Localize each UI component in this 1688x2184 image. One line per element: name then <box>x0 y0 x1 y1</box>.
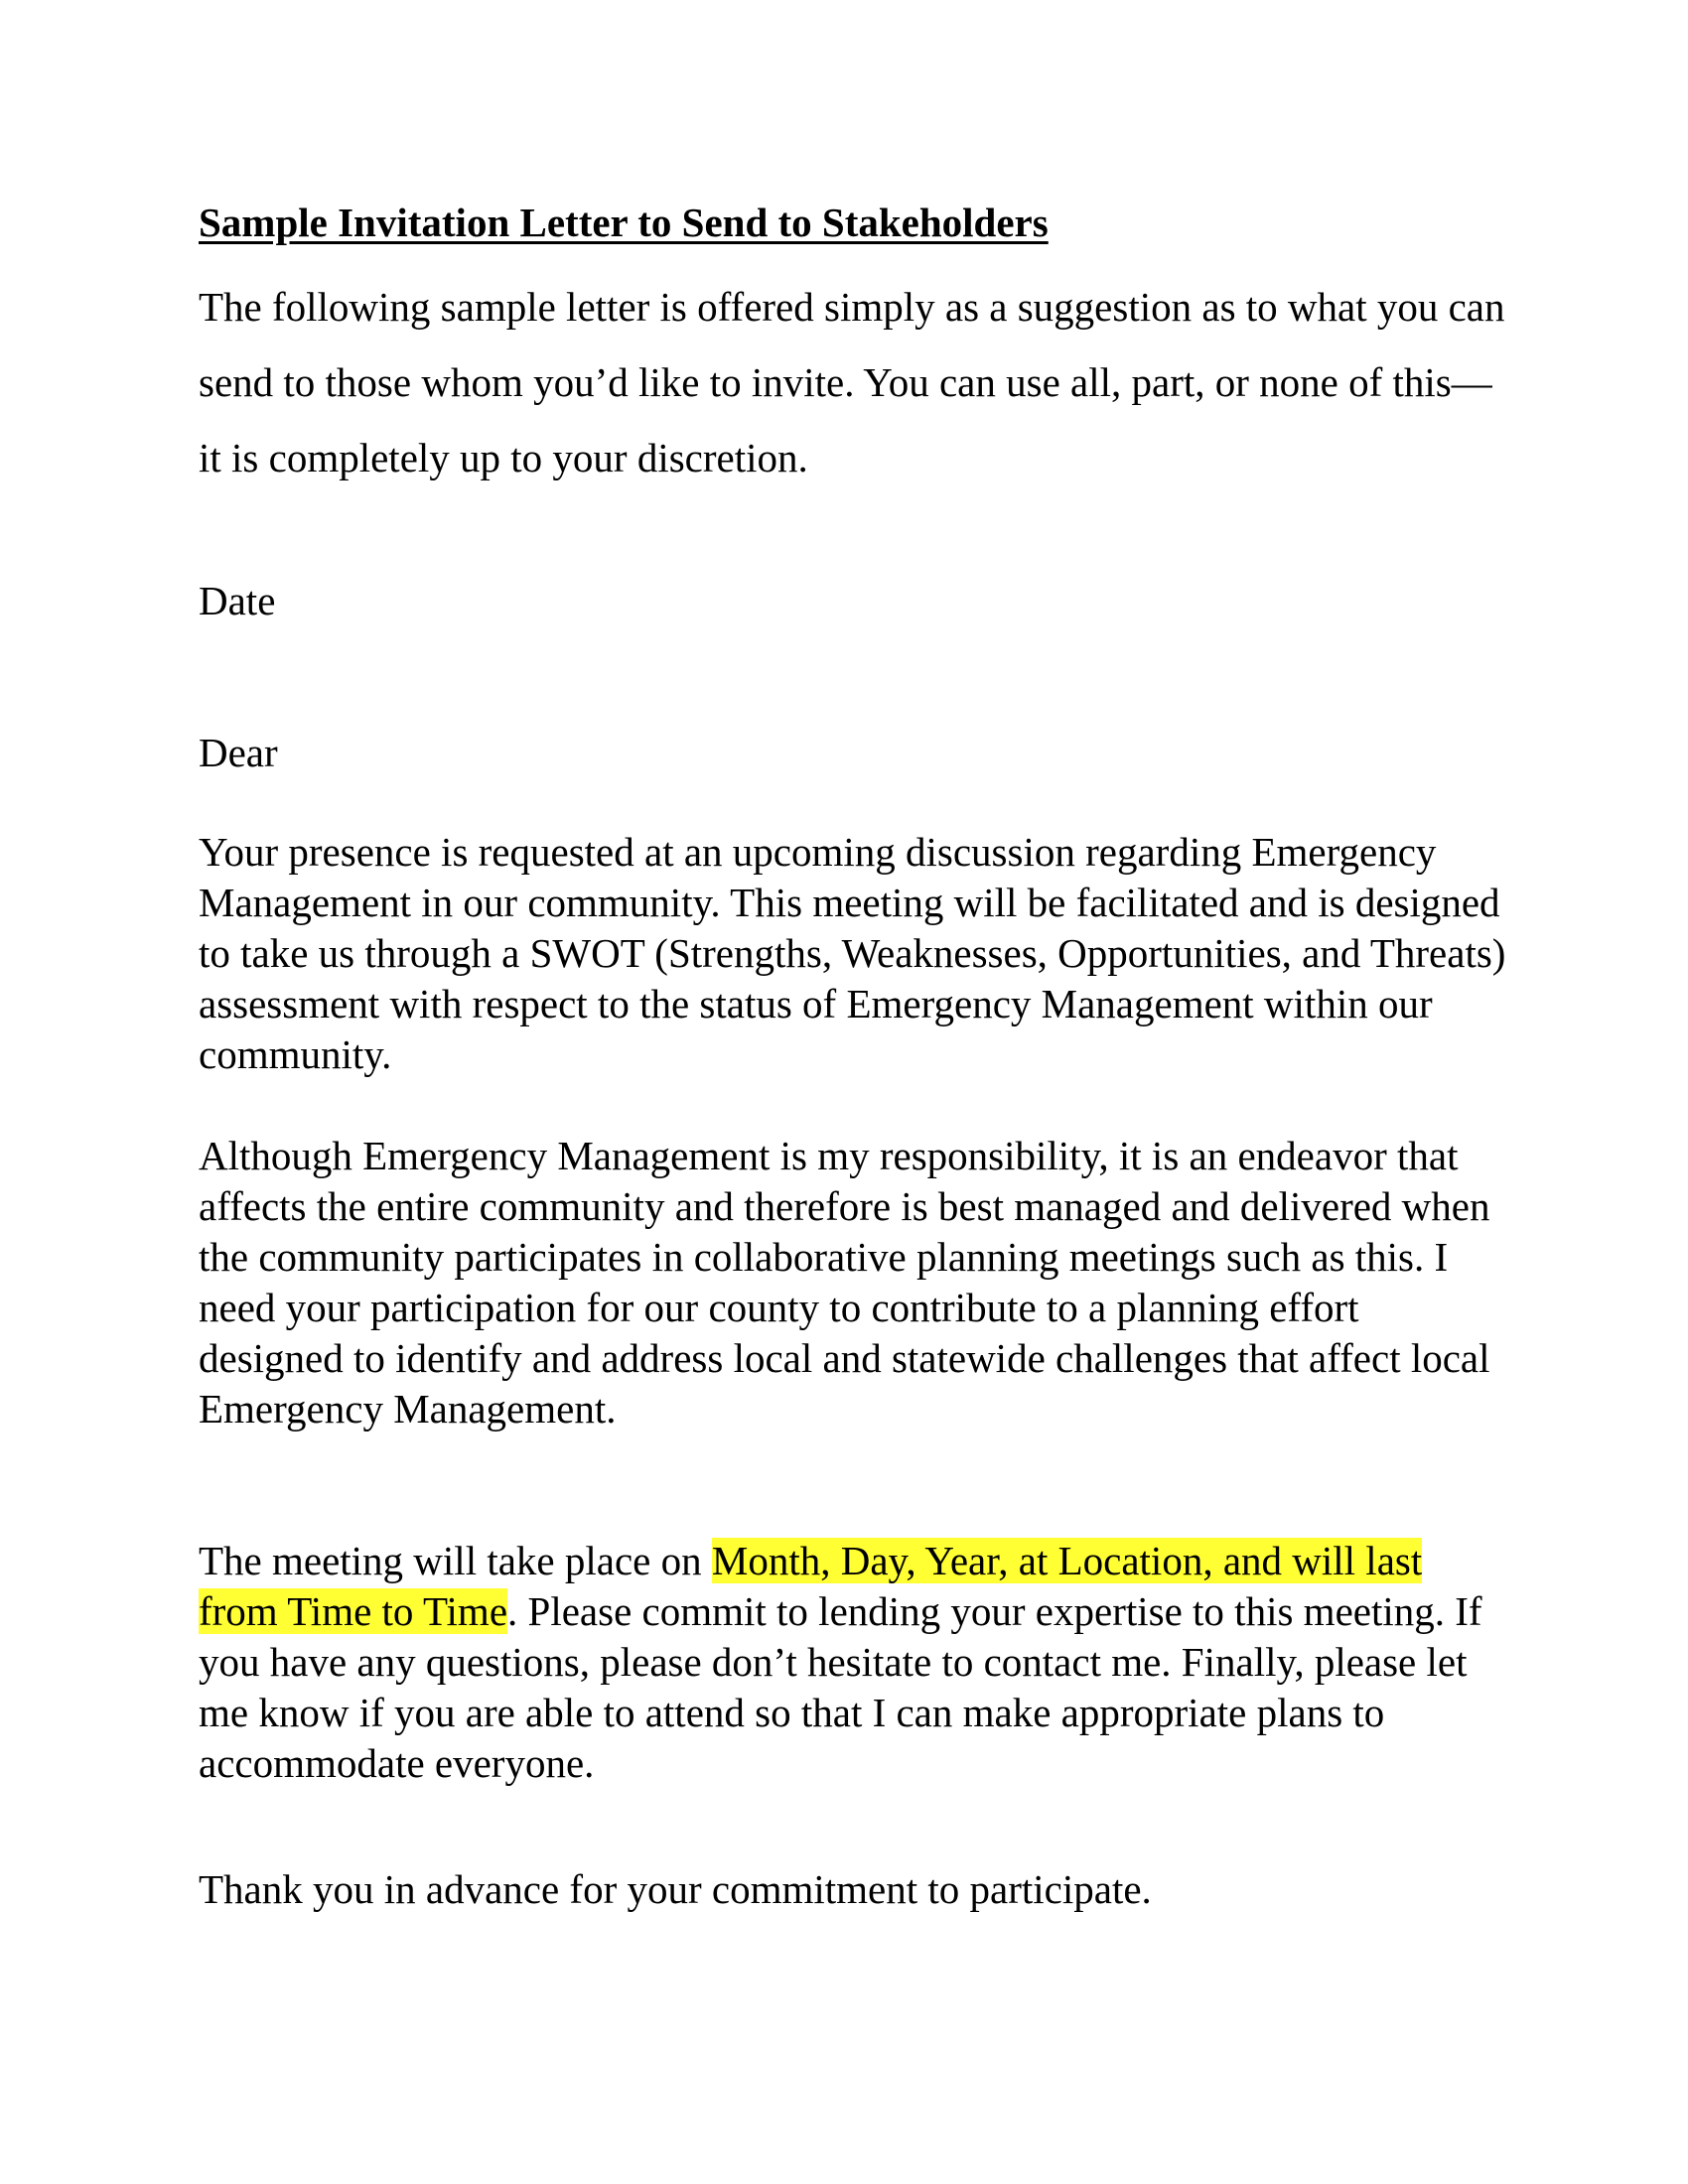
date-placeholder: Date <box>199 578 276 623</box>
meeting-details-trailing-text: . Please commit to lending your expertise to this meeting. If you have any questions, please don’t hesitate to contact me. Finally, please let me know if you are able to attend so that I can make appropriate plans to accommodate everyone. <box>199 1588 1482 1786</box>
body-paragraph-meeting-details <box>199 1536 1509 1789</box>
salutation: Dear <box>199 730 278 775</box>
body-paragraph-responsibility: Although Emergency Management is my responsibility, it is an endeavor that affects the entire community and therefore is best managed and delivered when the community participates in collaborative planning meetings such as this. I need your participation for our county to contribute to a planning effort designed to identify and address local and statewide challenges that affect local Emergency Management. <box>199 1133 1490 1432</box>
document-title: Sample Invitation Letter to Send to Stakeholders <box>199 200 1049 245</box>
closing-paragraph: Thank you in advance for your commitment to participate. <box>199 1866 1152 1912</box>
meeting-details-highlight: Month, Day, Year, at Location, and will last from Time to Time <box>199 1538 1423 1634</box>
body-paragraph-request: Your presence is requested at an upcoming discussion regarding Emergency Management in our community. This meeting will be facilitated and is designed to take us through a SWOT (Strengths, Weaknesses, Opportunities, and Threats) assessment with respect to the status of Emergency Management within our community. <box>199 829 1506 1077</box>
meeting-details-lead-text: The meeting will take place on <box>199 1538 712 1583</box>
intro-paragraph: The following sample letter is offered simply as a suggestion as to what you can send to those whom you’d like to invite. You can use all, part, or none of this—it is completely up to your discretion. <box>199 284 1505 480</box>
